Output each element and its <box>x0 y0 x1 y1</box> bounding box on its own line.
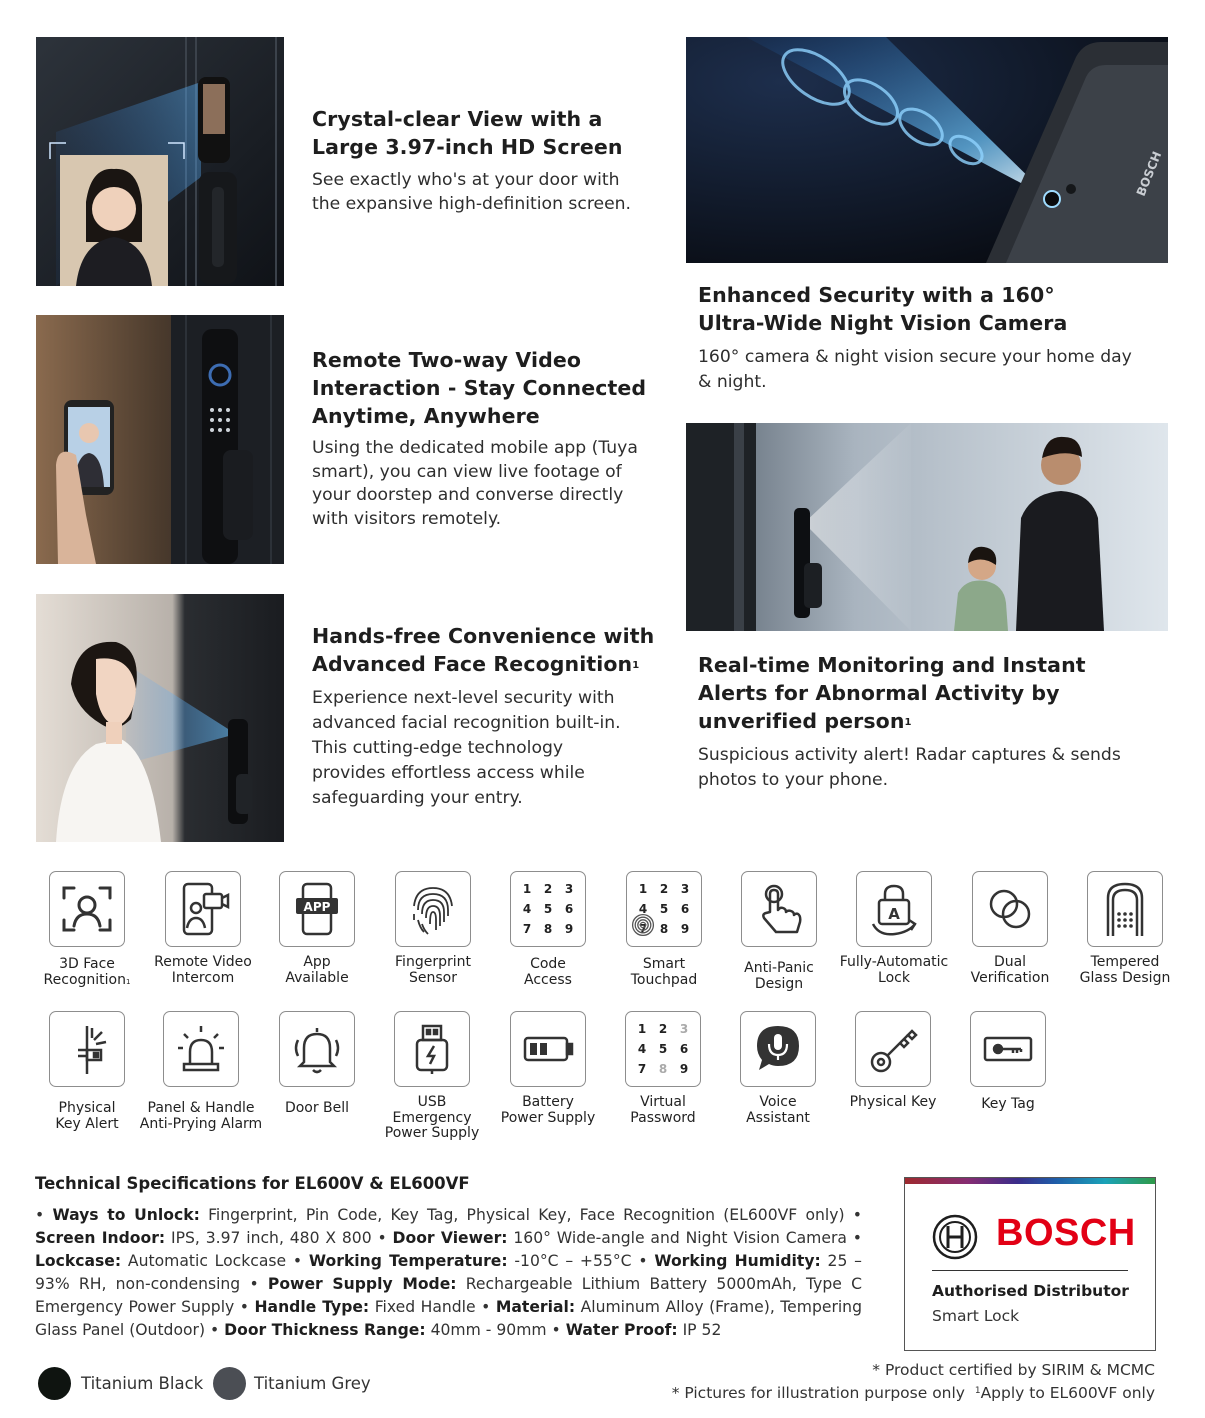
touchpad-icon: 1 2 3 4 5 6 7 8 9 <box>626 871 702 947</box>
feature-2-desc: Using the dedicated mobile app (Tuya smart), you can view live footage of your doorstep and converse directly with visitors remotely. <box>312 438 638 529</box>
icon-code-access: 1 2 3 4 5 6 7 8 9 Code Access <box>510 871 586 947</box>
feature-3-desc: Experience next-level security with advanced facial recognition built-in. This cutting-edge technology provides effortless access while safeguarding your entry. <box>312 688 621 808</box>
phone-video-icon <box>174 880 232 938</box>
feature-4-desc: 160° camera & night vision secure your home day & night. <box>698 347 1132 392</box>
battery-icon <box>519 1020 577 1078</box>
feature-3-title: Hands-free Convenience with Advanced Face Recognition$^1$ <box>312 624 655 676</box>
footnote-illustration: * Pictures for illustration purpose only $^1$Apply to EL600VF only <box>671 1384 1155 1402</box>
icon-smart-touchpad: 1 2 3 4 5 6 7 8 9 Smart Touchpad <box>626 871 702 947</box>
feature-1-desc: See exactly who's at your door with the expansive high-definition screen. <box>312 170 632 214</box>
brand-color-bar <box>905 1178 1155 1184</box>
swatch-titanium-grey <box>213 1367 246 1400</box>
alarm-siren-icon <box>172 1020 230 1078</box>
icon-usb-emergency: USB Emergency Power Supply <box>394 1011 470 1087</box>
icon-fingerprint: Fingerprint Sensor <box>395 871 471 947</box>
icon-anti-prying: Panel & Handle Anti-Prying Alarm <box>163 1011 239 1087</box>
photo-night-vision-camera <box>686 37 1168 263</box>
bosch-armature-logo-icon <box>931 1213 979 1261</box>
key-tag-icon <box>979 1020 1037 1078</box>
icon-battery: Battery Power Supply <box>510 1011 586 1087</box>
spec-title: Technical Specifications for EL600V & EL600VF <box>35 1174 470 1193</box>
dual-circle-icon <box>981 880 1039 938</box>
svg-text:A: A <box>888 905 900 923</box>
distributor-title: Authorised Distributor <box>932 1282 1129 1300</box>
swatch-titanium-black <box>38 1367 71 1400</box>
icon-dual-verification: Dual Verification <box>972 871 1048 947</box>
spec-body: • Ways to Unlock: Fingerprint, Pin Code, Key Tag, Physical Key, Face Recognition (EL600VF only) • Screen Indoor: IPS, 3.97 inch, 480 X 800 • Door Viewer: 160° Wide-angle and Night Vision Camera • Lockcase: Automatic Lockcase • Working Temperature: -10°C – +55°C • Working Humidity: 25 – 93% RH, non-condensing • Power Supply Mode: Rechargeable Lithium Battery 5000mAh, Type C Emergency Power Supply • Handle Type: Fixed Handle • Material: Aluminum Alloy (Frame), Tempering Glass Panel (Outdoor) • Door Thickness Range: 40mm - 90mm • Water Proof: IP 52 <box>35 1206 862 1339</box>
keypad-icon: 1 2 3 4 5 6 7 8 9 <box>510 871 586 947</box>
bell-icon <box>288 1020 346 1078</box>
photo-hd-screen <box>36 37 284 286</box>
glass-panel-icon <box>1096 880 1154 938</box>
icon-auto-lock: A Fully-Automatic Lock <box>856 871 932 947</box>
bosch-wordmark: BOSCH <box>996 1212 1136 1254</box>
face-scan-icon <box>58 880 116 938</box>
virtual-keypad-icon: 1 2 3 4 5 6 7 8 9 <box>625 1011 701 1087</box>
usb-power-icon <box>403 1020 461 1078</box>
key-alert-icon <box>58 1020 116 1078</box>
distributor-subtitle: Smart Lock <box>932 1307 1020 1325</box>
photo-face-recognition <box>36 594 284 842</box>
icon-door-bell: Door Bell <box>279 1011 355 1087</box>
fingerprint-small-icon <box>630 912 656 938</box>
icon-voice-assistant: Voice Assistant <box>740 1011 816 1087</box>
icon-physical-key-alert: Physical Key Alert <box>49 1011 125 1087</box>
feature-2-title: Remote Two-way Video Interaction - Stay Connected Anytime, Anywhere <box>312 348 647 428</box>
feature-1-title: Crystal-clear View with a Large 3.97-inch HD Screen <box>312 107 623 159</box>
feature-4-title: Enhanced Security with a 160° Ultra-Wide Night Vision Camera <box>698 283 1068 335</box>
icon-app: APP App Available <box>279 871 355 947</box>
color-name-grey: Titanium Grey <box>254 1374 371 1393</box>
icon-tempered-glass: Tempered Glass Design <box>1087 871 1163 947</box>
lock-brand-text: BOSCH <box>1133 149 1165 199</box>
icon-remote-video: Remote Video Intercom <box>165 871 241 947</box>
distributor-divider <box>932 1270 1128 1271</box>
app-badge-text: APP <box>303 900 331 914</box>
icon-virtual-password: 1 2 3 4 5 6 7 8 9 Virtual Password <box>625 1011 701 1087</box>
auto-lock-icon <box>865 880 923 938</box>
feature-5-desc: Suspicious activity alert! Radar captures & sends photos to your phone. <box>698 745 1121 790</box>
icon-key-tag: Key Tag <box>970 1011 1046 1087</box>
distributor-box <box>904 1177 1156 1351</box>
hand-press-icon <box>750 880 808 938</box>
icon-physical-key: Physical Key <box>855 1011 931 1087</box>
fingerprint-icon <box>404 880 462 938</box>
app-phone-icon <box>288 880 346 938</box>
footnote-certification: * Product certified by SIRIM & MCMC <box>872 1361 1155 1379</box>
feature-5-title: Real-time Monitoring and Instant Alerts for Abnormal Activity by unverified person$^1$ <box>698 653 1086 733</box>
icon-anti-panic: Anti-Panic Design <box>741 871 817 947</box>
photo-radar-monitoring <box>686 423 1168 631</box>
photo-remote-video <box>36 315 284 564</box>
color-name-black: Titanium Black <box>81 1374 204 1393</box>
key-icon <box>864 1020 922 1078</box>
microphone-icon <box>749 1020 807 1078</box>
icon-3d-face: 3D Face Recognition$^1$ <box>49 871 125 947</box>
